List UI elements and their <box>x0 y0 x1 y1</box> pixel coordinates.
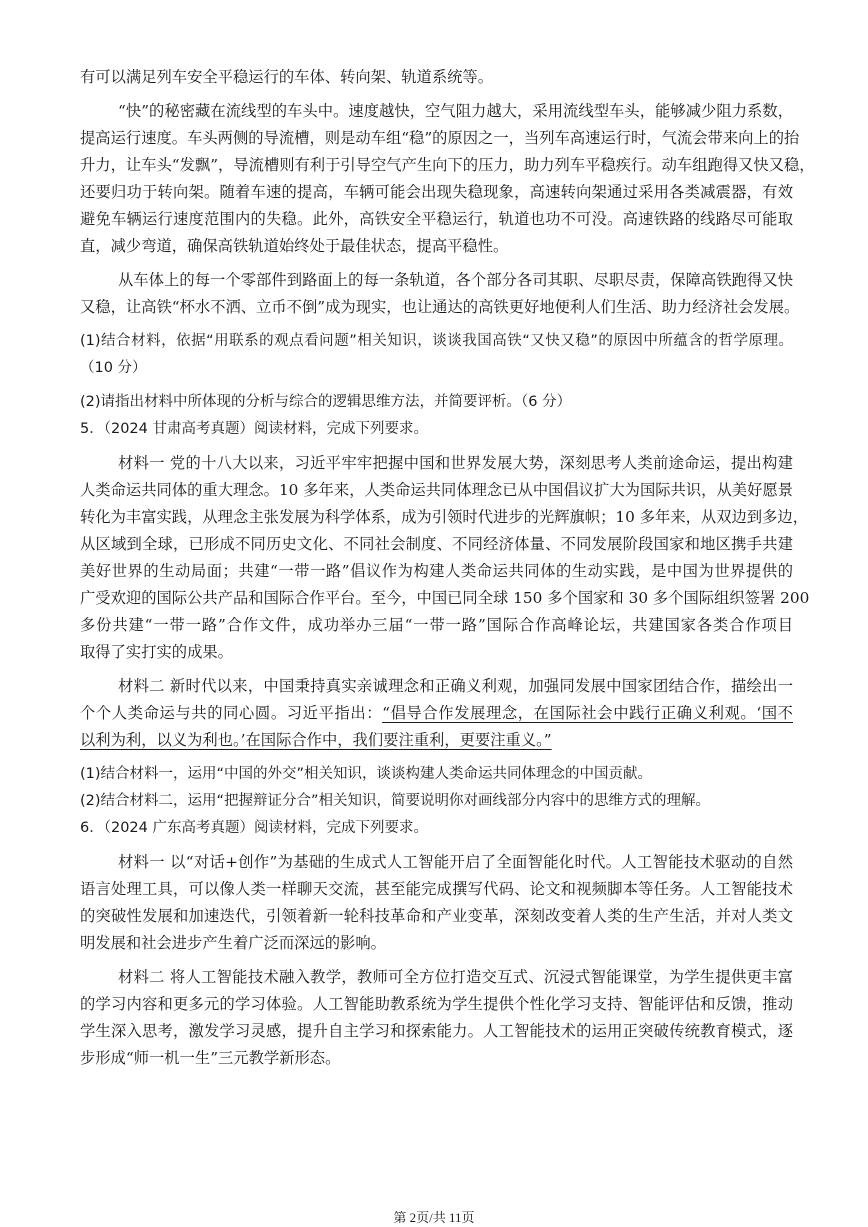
text-line <box>80 507 808 527</box>
text-line <box>80 1021 793 1041</box>
text-line <box>80 818 793 838</box>
text-line <box>80 419 793 439</box>
text-line <box>80 297 800 317</box>
text-line <box>80 994 793 1014</box>
line-text: 取得了实打实的成果。 <box>80 643 233 661</box>
line-text: 步形成“师一机一生”三元教学新形态。 <box>80 1049 341 1067</box>
page-footer: 第 2页/共 11页 <box>393 1210 475 1225</box>
line-text: 提高运行速度。车头两侧的导流槽，则是动车组“稳”的原因之一，当列车高速运行时，气流会带来向上的抬 <box>80 129 800 147</box>
line-text: 从车体上的每一个零部件到路面上的每一条轨道，各个部分各司其职、尽职尽责，保障高铁跑得又快 <box>118 271 793 289</box>
line-text: (1)结合材料一，运用“中国的外交”相关知识，谈谈构建人类命运共同体理念的中国贡献。 <box>80 766 653 782</box>
line-text: 又稳，让高铁“杯水不洒、立币不倒”成为现实，也让通达的高铁更好地便利人们生活、助力经济社会发展。 <box>80 298 800 316</box>
text-line <box>118 270 793 290</box>
line-text: 材料一 以“对话+创作”为基础的生成式人工智能开启了全面智能化时代。人工智能技术驱动的自然 <box>118 853 793 871</box>
text-line <box>80 534 793 554</box>
text-line <box>118 453 793 473</box>
text-line <box>80 703 793 723</box>
line-text: 避免车辆运行速度范围内的失稳。此外，高铁安全平稳运行，轨道也功不可没。高速铁路的线路尽可能取 <box>80 210 793 228</box>
line-text: 5．（2024 甘肃高考真题）阅读材料，完成下列要求。 <box>80 421 428 437</box>
text-line <box>80 764 793 784</box>
line-text: (1)结合材料，依据“用联系的观点看问题”相关知识，谈谈我国高铁“又快又稳”的原因中所蕴含的哲学原理。 <box>80 333 793 349</box>
text-line <box>80 480 793 500</box>
text-line <box>80 128 800 148</box>
line-text: 美好世界的生动局面；共建“一带一路”倡议作为构建人类命运共同体的生动实践，是中国为世界提供的 <box>80 562 793 580</box>
text-line <box>80 791 793 811</box>
text-line <box>118 101 793 121</box>
text-line <box>80 155 815 175</box>
text-line <box>80 1048 793 1068</box>
underlined-quote: “倡导合作发展理念，在国际社会中践行正确义利观。‘国不 <box>382 704 793 722</box>
line-text: 明发展和社会进步产生着广泛而深远的影响。 <box>80 934 386 952</box>
text-line <box>80 331 793 351</box>
line-text: 学生深入思考，激发学习灵感，提升自主学习和探索能力。人工智能技术的运用正突破传统教育模式，逐 <box>80 1022 793 1040</box>
line-text: 广受欢迎的国际公共产品和国际合作平台。至今，中国已同全球 150 多个国家和 30 多个国际组织签署 200 <box>80 589 810 607</box>
text-line <box>80 67 793 87</box>
line-text: 升力，让车头“发飘”，导流槽则有利于引导空气产生向下的压力，助力列车平稳疾行。动车组跑得又快又稳， <box>80 156 815 174</box>
text-line <box>80 561 793 581</box>
text-line <box>80 236 793 256</box>
underlined-quote: 以利为利，以义为利也。’在国际合作中，我们要注重利，更要注重义。” <box>80 731 552 749</box>
line-text: 还要归功于转向架。随着车速的提高，车辆可能会出现失稳现象，高速转向架通过采用各类减震器，有效 <box>80 183 793 201</box>
text-line <box>118 967 793 987</box>
line-text: 个个人类命运与共的同心圆。习近平指出： <box>80 704 383 722</box>
text-line <box>80 182 793 202</box>
line-text: (2)结合材料二，运用“把握辩证分合”相关知识，简要说明你对画线部分内容中的思维方式的理解。 <box>80 793 711 809</box>
text-line <box>80 615 793 635</box>
text-line <box>118 852 793 872</box>
text-line <box>80 906 793 926</box>
line-text: 从区域到全球，已形成不同历史文化、不同社会制度、不同经济体量、不同发展阶段国家和地区携手共建 <box>80 535 793 553</box>
line-text: 转化为丰富实践，从理念主张发展为科学体系，成为引领时代进步的光辉旗帜；10 多年来，从双边到多边， <box>80 508 808 526</box>
line-text: 直，减少弯道，确保高铁轨道始终处于最佳状态，提高平稳性。 <box>80 237 509 255</box>
text-line <box>80 358 793 378</box>
text-line <box>80 879 793 899</box>
line-text: 的学习内容和更多元的学习体验。人工智能助教系统为学生提供个性化学习支持、智能评估和反馈，推动 <box>80 995 793 1013</box>
line-text: 的突破性发展和加速迭代，引领着新一轮科技革命和产业变革，深刻改变着人类的生产生活，并对人类文 <box>80 907 793 925</box>
line-text: 有可以满足列车安全平稳运行的车体、转向架、轨道系统等。 <box>80 68 494 86</box>
line-text: 6．（2024 广东高考真题）阅读材料，完成下列要求。 <box>80 820 428 836</box>
text-line <box>80 209 793 229</box>
text-line <box>80 642 793 662</box>
line-text: （10 分） <box>80 360 147 376</box>
line-text: 多份共建“一带一路”合作文件，成功举办三届“一带一路”国际合作高峰论坛，共建国家各类合作项目 <box>80 616 793 634</box>
line-text: 人类命运共同体的重大理念。10 多年来，人类命运共同体理念已从中国倡议扩大为国际共识，从美好愿景 <box>80 481 793 499</box>
line-text: 语言处理工具，可以像人类一样聊天交流，甚至能完成撰写代码、论文和视频脚本等任务。人工智能技术 <box>80 880 793 898</box>
text-line <box>80 730 793 750</box>
text-line <box>118 676 793 696</box>
text-line <box>80 392 793 412</box>
line-text: “快”的秘密藏在流线型的车头中。速度越快，空气阻力越大，采用流线型车头，能够减少阻力系数， <box>118 102 793 120</box>
line-text: 材料一 党的十八大以来，习近平牢牢把握中国和世界发展大势，深刻思考人类前途命运，提出构建 <box>118 454 793 472</box>
line-text: (2)请指出材料中所体现的分析与综合的逻辑思维方法，并简要评析。（6 分） <box>80 394 572 410</box>
text-line <box>80 933 793 953</box>
line-text: 材料二 将人工智能技术融入教学，教师可全方位打造交互式、沉浸式智能课堂，为学生提供更丰富 <box>118 968 793 986</box>
text-line <box>80 588 810 608</box>
line-text: 材料二 新时代以来，中国秉持真实亲诚理念和正确义利观，加强同发展中国家团结合作，描绘出一 <box>118 677 793 695</box>
